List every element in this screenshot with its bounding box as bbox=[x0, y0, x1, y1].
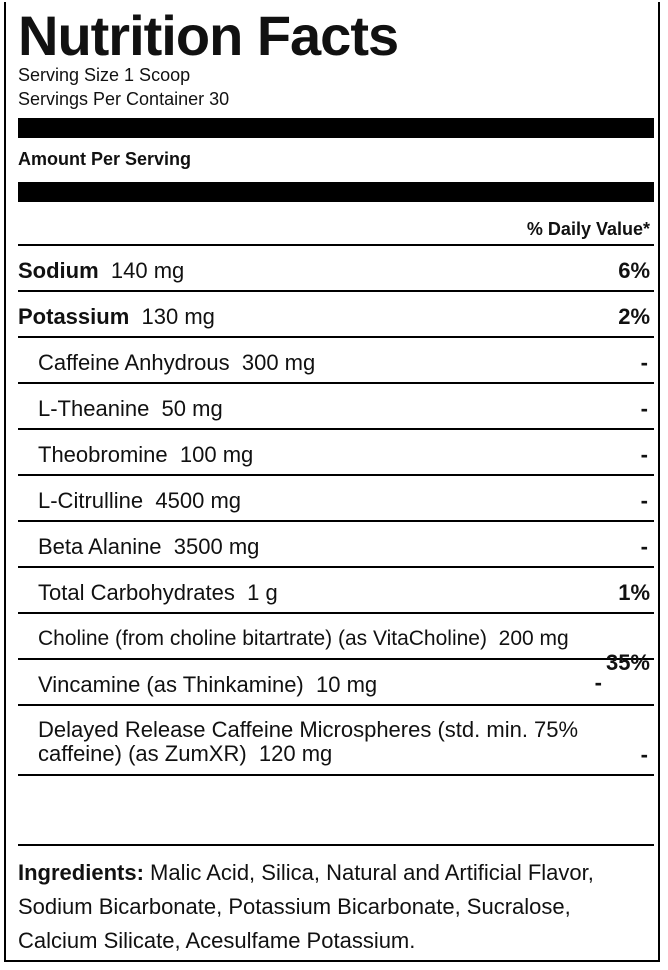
nutrient-dv: - bbox=[640, 350, 648, 375]
nutrient-name: Theobromine bbox=[38, 442, 168, 467]
ingredients-label: Ingredients: bbox=[18, 860, 144, 885]
nutrient-row-vincamine bbox=[38, 672, 377, 698]
nutrient-amount: 10 mg bbox=[316, 672, 378, 697]
divider bbox=[18, 290, 654, 292]
nutrient-dv: - bbox=[640, 534, 648, 559]
divider bbox=[18, 844, 654, 846]
nutrient-name: Potassium bbox=[18, 304, 130, 329]
nutrient-row-total-carbohydrates bbox=[38, 580, 278, 606]
divider bbox=[18, 774, 654, 776]
nutrient-amount: 130 mg bbox=[141, 304, 215, 329]
nutrient-name: Total Carbohydrates bbox=[38, 580, 235, 605]
divider bbox=[18, 474, 654, 476]
divider bbox=[18, 520, 654, 522]
nutrient-name: Delayed Release Caffeine Microspheres (std. min. 75% caffeine) (as ZumXR) bbox=[38, 717, 579, 766]
nutrient-row-l-theanine bbox=[38, 396, 223, 422]
nutrient-dv: - bbox=[640, 442, 648, 467]
nutrient-row-theobromine bbox=[38, 442, 253, 468]
nutrient-dv: 2% bbox=[618, 304, 650, 329]
divider bbox=[18, 382, 654, 384]
ingredients-text: Malic Acid, Silica, Natural and Artificial Flavor, Sodium Bicarbonate, Potassium Bicarbonate, Sucralose, Calcium Silicate, Acesulfame Potassium. bbox=[18, 860, 594, 953]
divider bbox=[18, 428, 654, 430]
nutrient-row-beta-alanine bbox=[38, 534, 259, 560]
divider bbox=[18, 244, 654, 246]
serving-size: Serving Size 1 Scoop bbox=[18, 65, 191, 85]
nutrient-dv: - bbox=[594, 670, 602, 695]
nutrient-dv: 6% bbox=[618, 258, 650, 283]
nutrient-amount: 100 mg bbox=[179, 442, 254, 467]
nutrient-amount: 200 mg bbox=[498, 627, 569, 650]
divider bbox=[18, 566, 654, 568]
divider bbox=[18, 612, 654, 614]
page-title: Nutrition Facts bbox=[18, 4, 399, 67]
nutrient-row-l-citrulline bbox=[38, 488, 241, 514]
nutrient-name: Caffeine Anhydrous bbox=[38, 350, 230, 375]
nutrient-name: Vincamine (as Thinkamine) bbox=[38, 672, 304, 697]
nutrient-name: Choline (from choline bitartrate) (as VitaCholine) bbox=[38, 627, 487, 650]
nutrient-amount: 1 g bbox=[247, 580, 278, 605]
nutrient-name: Sodium bbox=[18, 258, 99, 283]
nutrient-dv: - bbox=[640, 396, 648, 421]
nutrient-amount: 120 mg bbox=[258, 741, 333, 766]
nutrient-row-choline bbox=[38, 626, 569, 652]
nutrient-row-caffeine-anhydrous bbox=[38, 350, 315, 376]
amount-per-serving-label: Amount Per Serving bbox=[18, 149, 192, 169]
daily-value-header: % Daily Value* bbox=[526, 219, 650, 239]
nutrition-facts-panel bbox=[4, 2, 660, 962]
nutrient-name: L-Citrulline bbox=[38, 488, 144, 513]
thick-divider-bottom bbox=[18, 182, 654, 202]
nutrient-name: Beta Alanine bbox=[38, 534, 162, 559]
nutrient-name: L-Theanine bbox=[38, 396, 150, 421]
divider bbox=[18, 336, 654, 338]
divider bbox=[18, 704, 654, 706]
nutrient-amount: 50 mg bbox=[161, 396, 223, 421]
nutrient-amount: 140 mg bbox=[110, 258, 185, 283]
divider bbox=[18, 658, 654, 660]
nutrient-amount: 3500 mg bbox=[173, 534, 260, 559]
nutrient-dv: - bbox=[640, 488, 648, 513]
servings-per-container: Servings Per Container 30 bbox=[18, 89, 230, 109]
nutrient-amount: 300 mg bbox=[241, 350, 316, 375]
nutrient-dv: 35% bbox=[605, 650, 650, 675]
nutrient-row-potassium bbox=[18, 304, 215, 330]
nutrient-dv: 1% bbox=[618, 580, 650, 605]
nutrient-dv: - bbox=[640, 742, 648, 767]
ingredients-list bbox=[18, 856, 654, 958]
nutrient-amount: 4500 mg bbox=[155, 488, 242, 513]
nutrient-row-sodium bbox=[18, 258, 184, 284]
thick-divider-top bbox=[18, 118, 654, 138]
nutrient-row-delayed-release-caffeine bbox=[38, 718, 638, 766]
